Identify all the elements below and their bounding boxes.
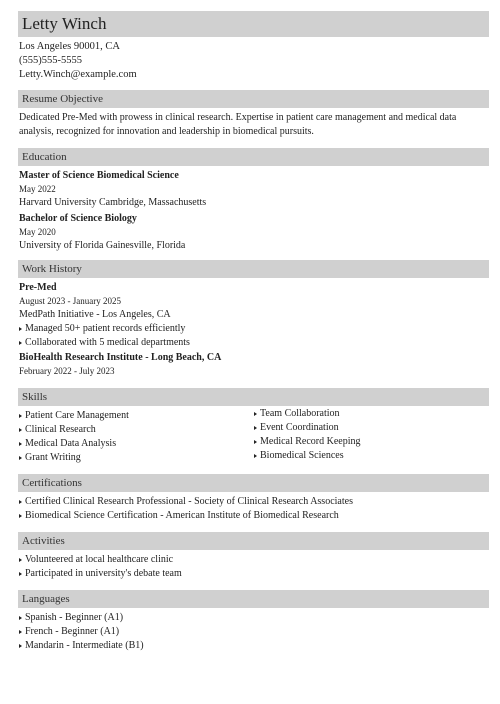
list-item: Volunteered at local healthcare clinic bbox=[18, 553, 489, 567]
section-heading-certifications: Certifications bbox=[18, 474, 489, 492]
languages-list bbox=[18, 611, 489, 653]
contact-block bbox=[18, 40, 489, 82]
resume-page bbox=[18, 11, 489, 653]
education-date: May 2020 bbox=[19, 227, 56, 237]
list-item: Certified Clinical Research Professional - Society of Clinical Research Associates bbox=[18, 495, 489, 509]
degree: Master of Science Biomedical Science bbox=[19, 170, 179, 181]
section-heading-objective: Resume Objective bbox=[18, 90, 489, 108]
education-list bbox=[18, 169, 489, 253]
job-item bbox=[18, 351, 489, 378]
contact-address: Los Angeles 90001, CA bbox=[19, 41, 120, 52]
list-item: Mandarin - Intermediate (B1) bbox=[18, 639, 489, 653]
skill-item: Patient Care Management bbox=[18, 409, 253, 423]
skill-item: Grant Writing bbox=[18, 451, 253, 465]
job-title: BioHealth Research Institute - Long Beach, CA bbox=[19, 352, 222, 363]
job-dates: February 2022 - July 2023 bbox=[19, 366, 115, 376]
job-dates: August 2023 - January 2025 bbox=[19, 296, 121, 306]
job-bullets bbox=[18, 322, 489, 350]
section-heading-education: Education bbox=[18, 148, 489, 166]
section-heading-work: Work History bbox=[18, 260, 489, 278]
skill-item: Clinical Research bbox=[18, 423, 253, 437]
job-company: MedPath Initiative - Los Angeles, CA bbox=[19, 309, 171, 320]
skill-item: Medical Record Keeping bbox=[253, 435, 488, 449]
school: Harvard University Cambridge, Massachusetts bbox=[19, 197, 207, 208]
education-item bbox=[18, 169, 489, 210]
section-heading-languages: Languages bbox=[18, 590, 489, 608]
certifications-list bbox=[18, 495, 489, 523]
degree: Bachelor of Science Biology bbox=[19, 213, 137, 224]
list-item: Collaborated with 5 medical departments bbox=[18, 336, 489, 350]
list-item: Spanish - Beginner (A1) bbox=[18, 611, 489, 625]
objective-text: Dedicated Pre-Med with prowess in clinical research. Expertise in patient care management and medical data analysis, recognized for innovation and leadership in biomedical pursuits. bbox=[19, 112, 457, 137]
contact-phone: (555)555-5555 bbox=[19, 55, 82, 66]
section-heading-skills: Skills bbox=[18, 388, 489, 406]
name-header: Letty Winch bbox=[18, 11, 489, 37]
contact-email: Letty.Winch@example.com bbox=[19, 69, 137, 80]
skill-item: Biomedical Sciences bbox=[253, 449, 488, 463]
section-heading-activities: Activities bbox=[18, 532, 489, 550]
activities-list bbox=[18, 553, 489, 581]
education-date: May 2022 bbox=[19, 184, 56, 194]
list-item: Biomedical Science Certification - American Institute of Biomedical Research bbox=[18, 509, 489, 523]
job-item bbox=[18, 281, 489, 350]
skills-column-right bbox=[253, 407, 488, 465]
education-item bbox=[18, 212, 489, 253]
skills-column-left bbox=[18, 409, 253, 465]
work-list bbox=[18, 281, 489, 378]
skill-item: Team Collaboration bbox=[253, 407, 488, 421]
job-title: Pre-Med bbox=[19, 282, 57, 293]
skills-grid bbox=[18, 409, 489, 465]
skill-item: Event Coordination bbox=[253, 421, 488, 435]
list-item: French - Beginner (A1) bbox=[18, 625, 489, 639]
list-item: Participated in university's debate team bbox=[18, 567, 489, 581]
skill-item: Medical Data Analysis bbox=[18, 437, 253, 451]
list-item: Managed 50+ patient records efficiently bbox=[18, 322, 489, 336]
school: University of Florida Gainesville, Florida bbox=[19, 240, 186, 251]
